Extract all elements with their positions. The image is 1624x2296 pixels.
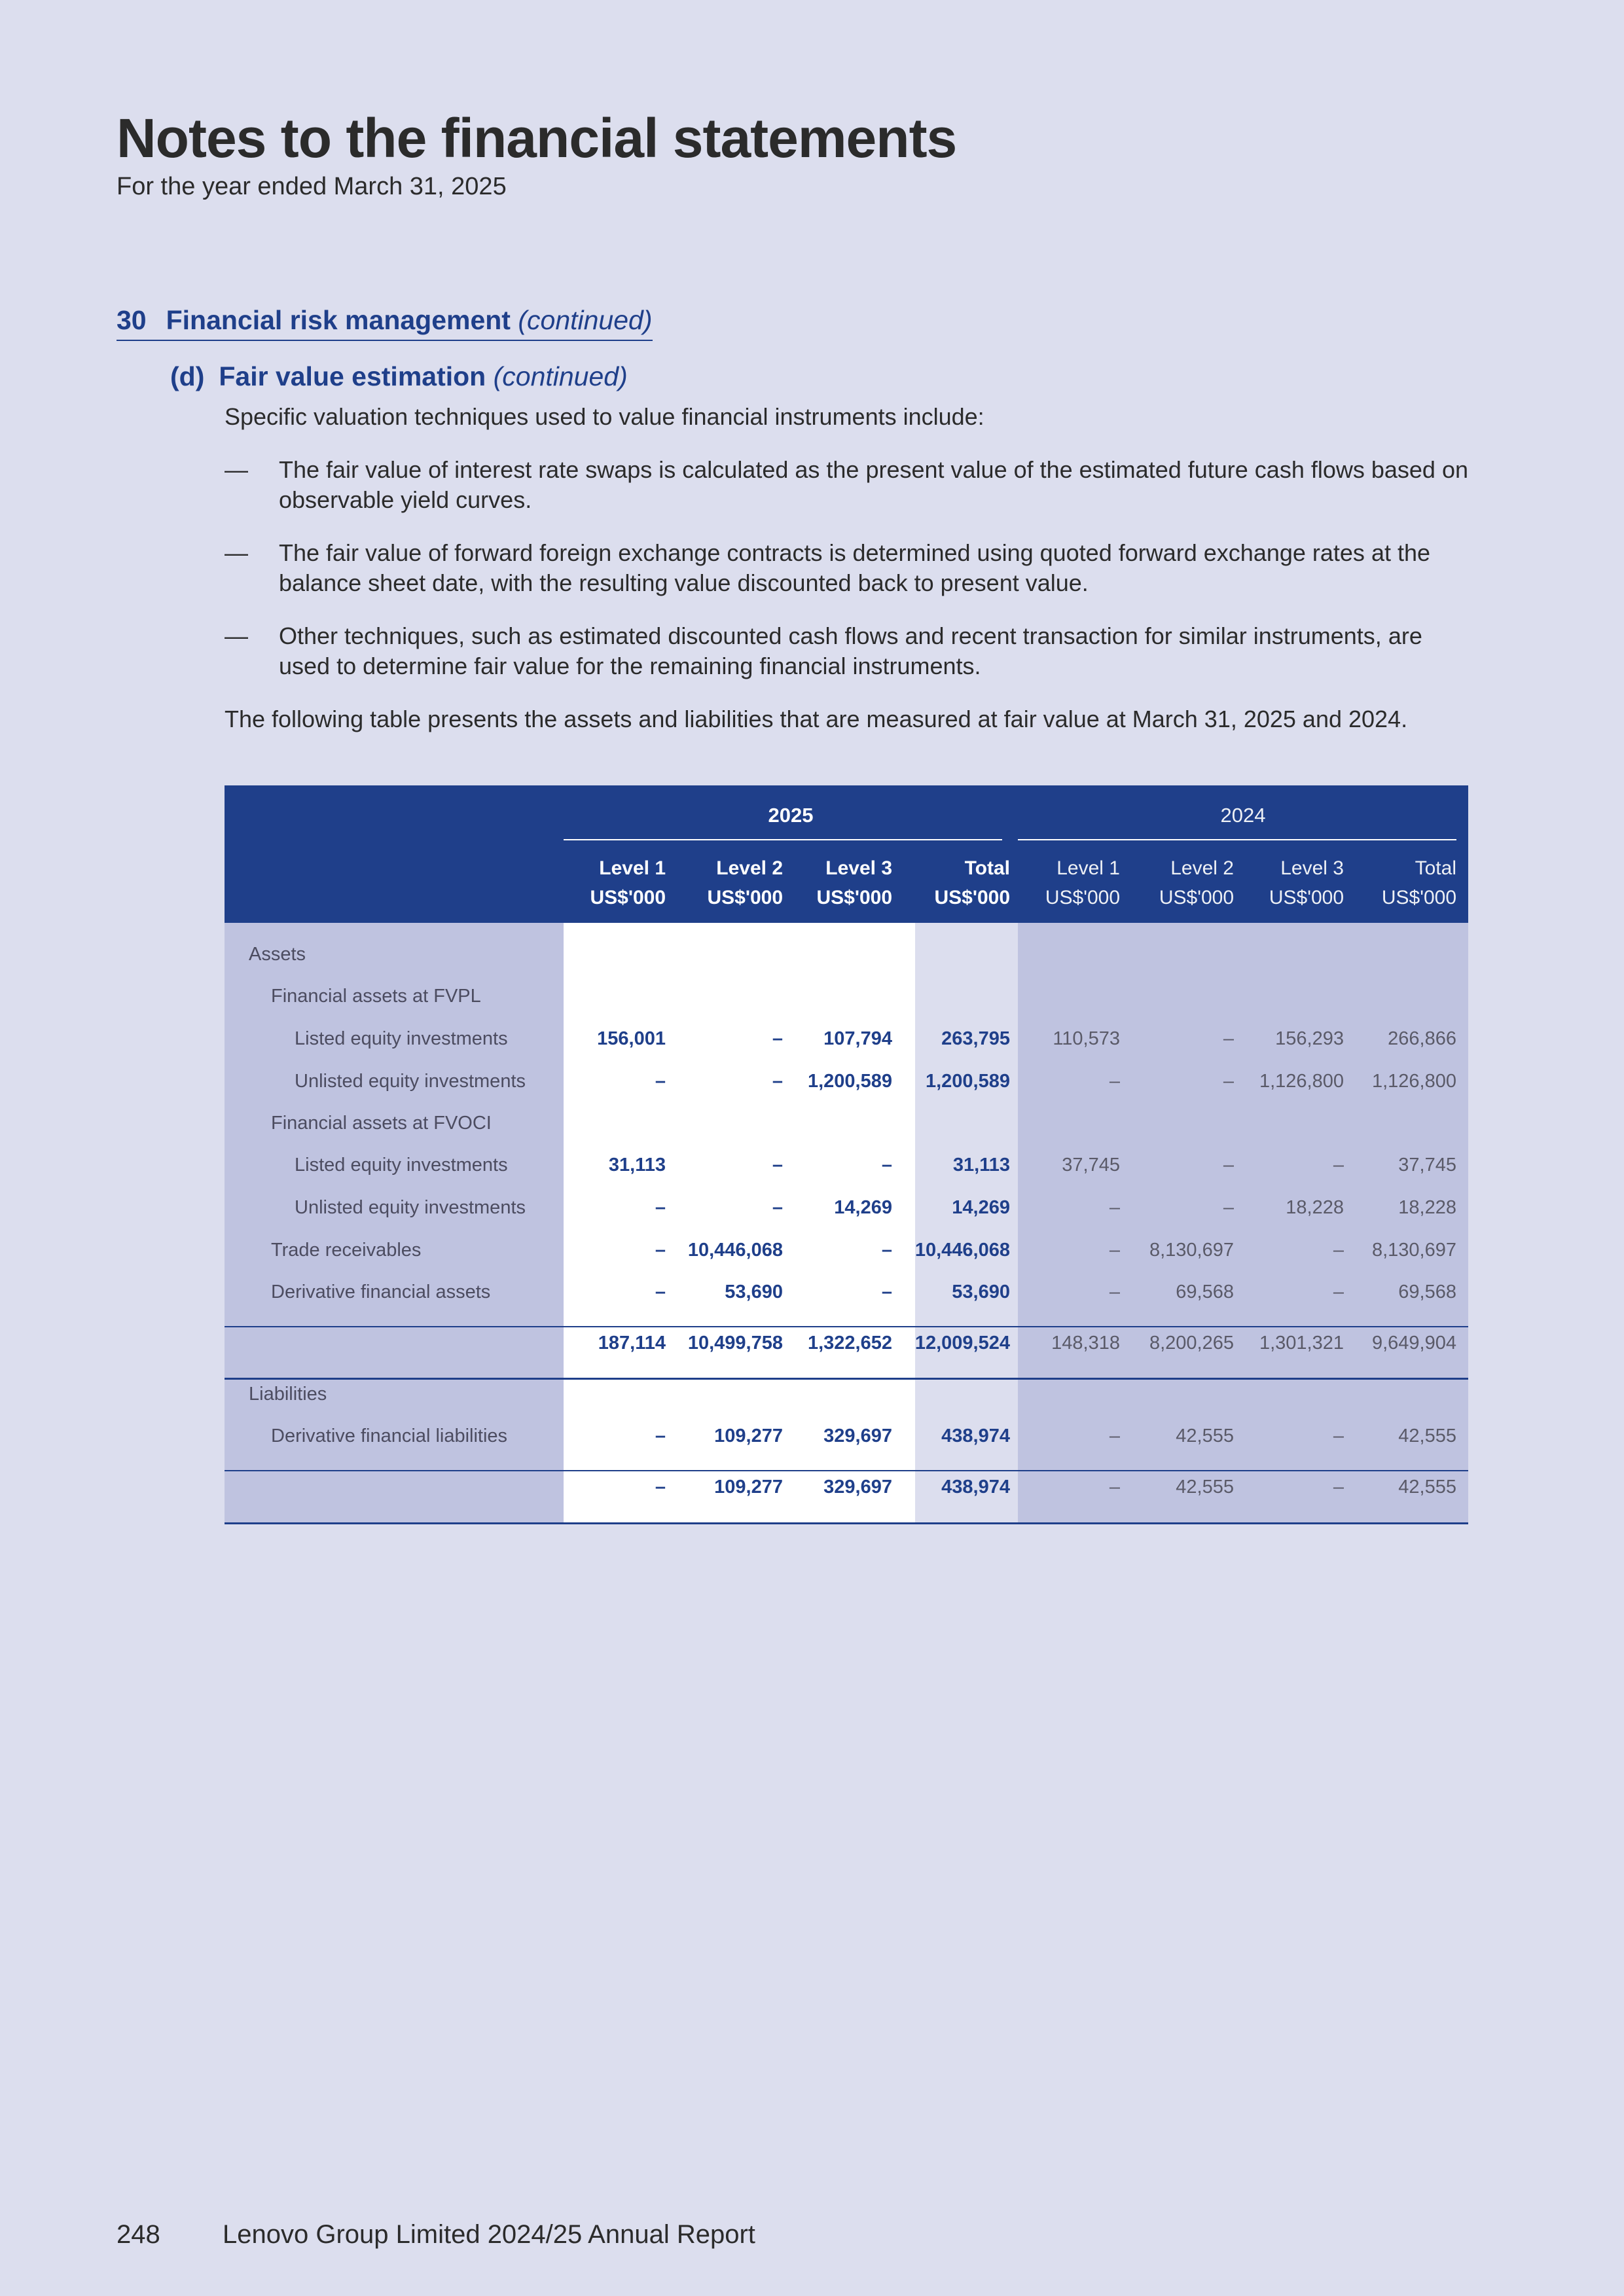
table-cell: 8,130,697 — [1371, 1240, 1456, 1261]
table-cell: 37,745 — [1062, 1155, 1120, 1175]
table-cell: – — [1333, 1282, 1344, 1302]
table-rule — [225, 1378, 1468, 1380]
column-unit: US$'000 — [934, 887, 1010, 908]
column-unit: US$'000 — [816, 887, 892, 908]
section-heading — [117, 305, 653, 341]
table-cell: 438,974 — [941, 1426, 1010, 1446]
table-cell: – — [1333, 1426, 1344, 1446]
table-cell: – — [655, 1282, 666, 1302]
page-number: 248 — [117, 2220, 160, 2249]
row-label: Financial assets at FVOCI — [271, 1113, 492, 1134]
section-continued: (continued) — [518, 305, 653, 335]
page-title: Notes to the financial statements — [117, 107, 957, 169]
column-unit: US$'000 — [1045, 887, 1120, 908]
table-cell: 329,697 — [823, 1426, 892, 1446]
column-unit: US$'000 — [1269, 887, 1344, 908]
intro-text: Specific valuation techniques used to value financial instruments include: — [225, 403, 984, 430]
table-cell: 438,974 — [941, 1477, 1010, 1498]
row-label: Derivative financial liabilities — [271, 1426, 508, 1446]
bullet-dash: — — [225, 622, 248, 649]
column-level: Level 3 — [825, 857, 892, 879]
table-cell: – — [1109, 1477, 1120, 1498]
bullet-text: Other techniques, such as estimated discounted cash flows and recent transaction for similar instruments, are used to determine fair value for the remaining financial instruments. — [279, 622, 1422, 679]
table-cell: 109,277 — [714, 1477, 783, 1498]
table-cell: 12,009,524 — [914, 1333, 1010, 1354]
table-cell: 8,200,265 — [1149, 1333, 1234, 1354]
column-level: Total — [1415, 857, 1456, 879]
year-2025-rule — [564, 839, 1002, 840]
table-cell: – — [1109, 1240, 1120, 1261]
bullet-text: The fair value of interest rate swaps is calculated as the present value of the estimated future cash flows based on observable yield curves. — [279, 456, 1468, 513]
column-level: Total — [964, 857, 1010, 879]
column-level: Level 1 — [599, 857, 666, 879]
column-level: Level 2 — [716, 857, 783, 879]
table-cell: 1,126,800 — [1259, 1071, 1344, 1092]
table-rule — [225, 1470, 1468, 1471]
table-cell: – — [772, 1155, 783, 1175]
year-2024-rule — [1018, 839, 1456, 840]
table-cell: – — [1223, 1197, 1234, 1218]
table-cell: – — [1333, 1477, 1344, 1498]
table-cell: 109,277 — [714, 1426, 783, 1446]
table-cell: 31,113 — [952, 1155, 1010, 1175]
table-cell: 1,200,589 — [925, 1071, 1010, 1092]
row-label: Unlisted equity investments — [295, 1071, 526, 1092]
subsection-title: Fair value estimation — [219, 361, 486, 391]
column-level: Level 3 — [1280, 857, 1344, 879]
row-label: Assets — [249, 944, 306, 965]
section-title: Financial risk management — [166, 305, 511, 335]
table-rule — [225, 1522, 1468, 1524]
column-header — [535, 853, 666, 912]
table-cell: – — [772, 1197, 783, 1218]
table-cell: 42,555 — [1398, 1426, 1456, 1446]
table-cell: – — [1223, 1028, 1234, 1049]
row-label: Liabilities — [249, 1384, 327, 1405]
year-2025-header: 2025 — [768, 804, 814, 827]
table-cell: 18,228 — [1286, 1197, 1344, 1218]
table-cell: 18,228 — [1398, 1197, 1456, 1218]
table-cell: 1,200,589 — [807, 1071, 892, 1092]
table-cell: – — [881, 1155, 892, 1175]
table-cell: 107,794 — [823, 1028, 892, 1049]
subsection-label: (d) — [170, 361, 205, 391]
table-cell: 148,318 — [1051, 1333, 1120, 1354]
section-number: 30 — [117, 305, 147, 335]
table-cell: 110,573 — [1053, 1028, 1120, 1049]
row-label: Listed equity investments — [295, 1028, 508, 1049]
table-cell: 156,293 — [1275, 1028, 1344, 1049]
table-cell: 187,114 — [598, 1333, 666, 1354]
table-intro-text: The following table presents the assets and liabilities that are measured at fair value at March 31, 2025 and 2024. — [225, 706, 1408, 732]
subsection-continued: (continued) — [493, 361, 628, 391]
bullet-dash: — — [225, 539, 248, 566]
table-cell: 1,126,800 — [1371, 1071, 1456, 1092]
subsection-heading — [170, 361, 628, 392]
table-rule — [225, 1326, 1468, 1327]
table-cell: – — [881, 1240, 892, 1261]
table-cell: 31,113 — [608, 1155, 666, 1175]
table-cell: – — [1109, 1426, 1120, 1446]
column-unit: US$'000 — [1159, 887, 1234, 908]
table-cell: – — [772, 1028, 783, 1049]
column-unit: US$'000 — [1381, 887, 1456, 908]
table-cell: – — [772, 1071, 783, 1092]
table-cell: 329,697 — [823, 1477, 892, 1498]
table-cell: – — [655, 1240, 666, 1261]
table-cell: 53,690 — [952, 1282, 1010, 1302]
bullet-dash: — — [225, 456, 248, 483]
table-cell: – — [655, 1197, 666, 1218]
column-unit: US$'000 — [590, 887, 666, 908]
column-level: Level 2 — [1170, 857, 1234, 879]
table-cell: 69,568 — [1398, 1282, 1456, 1302]
table-cell: 42,555 — [1176, 1426, 1234, 1446]
table-cell: 9,649,904 — [1371, 1333, 1456, 1354]
table-cell: 10,446,068 — [687, 1240, 783, 1261]
year-2024-header: 2024 — [1220, 804, 1266, 827]
table-cell: – — [1109, 1197, 1120, 1218]
table-cell: 1,301,321 — [1259, 1333, 1344, 1354]
table-cell: 42,555 — [1176, 1477, 1234, 1498]
table-cell: 42,555 — [1398, 1477, 1456, 1498]
table-cell: 263,795 — [941, 1028, 1010, 1049]
table-cell: – — [1109, 1071, 1120, 1092]
column-header — [1213, 853, 1344, 912]
row-label: Trade receivables — [271, 1240, 422, 1261]
table-cell: – — [881, 1282, 892, 1302]
table-cell: – — [1333, 1155, 1344, 1175]
table-cell: – — [655, 1426, 666, 1446]
table-cell: 8,130,697 — [1149, 1240, 1234, 1261]
fair-value-table — [225, 785, 1468, 1524]
table-cell: 10,446,068 — [914, 1240, 1010, 1261]
table-cell: – — [1333, 1240, 1344, 1261]
table-cell: 156,001 — [597, 1028, 666, 1049]
table-cell: 53,690 — [725, 1282, 783, 1302]
table-cell: – — [1223, 1071, 1234, 1092]
column-level: Level 1 — [1056, 857, 1120, 879]
row-label: Financial assets at FVPL — [271, 986, 481, 1007]
table-cell: 266,866 — [1388, 1028, 1456, 1049]
column-header — [989, 853, 1120, 912]
bullet-text: The fair value of forward foreign exchange contracts is determined using quoted forward exchange rates at the balance sheet date, with the resulting value discounted back to present value. — [279, 539, 1431, 596]
column-header — [761, 853, 892, 912]
table-cell: 69,568 — [1176, 1282, 1234, 1302]
table-cell: 10,499,758 — [687, 1333, 783, 1354]
table-cell: – — [1109, 1282, 1120, 1302]
table-cell: – — [655, 1071, 666, 1092]
row-label: Unlisted equity investments — [295, 1197, 526, 1218]
table-cell: – — [1223, 1155, 1234, 1175]
table-cell: 14,269 — [834, 1197, 892, 1218]
table-cell: 14,269 — [952, 1197, 1010, 1218]
table-cell: – — [655, 1477, 666, 1498]
column-unit: US$'000 — [707, 887, 783, 908]
column-header — [1326, 853, 1456, 912]
table-cell: 37,745 — [1398, 1155, 1456, 1175]
page-subtitle: For the year ended March 31, 2025 — [117, 173, 507, 200]
table-cell: 1,322,652 — [807, 1333, 892, 1354]
row-label: Derivative financial assets — [271, 1282, 491, 1302]
row-label: Listed equity investments — [295, 1155, 508, 1175]
publication-name: Lenovo Group Limited 2024/25 Annual Report — [223, 2220, 755, 2249]
